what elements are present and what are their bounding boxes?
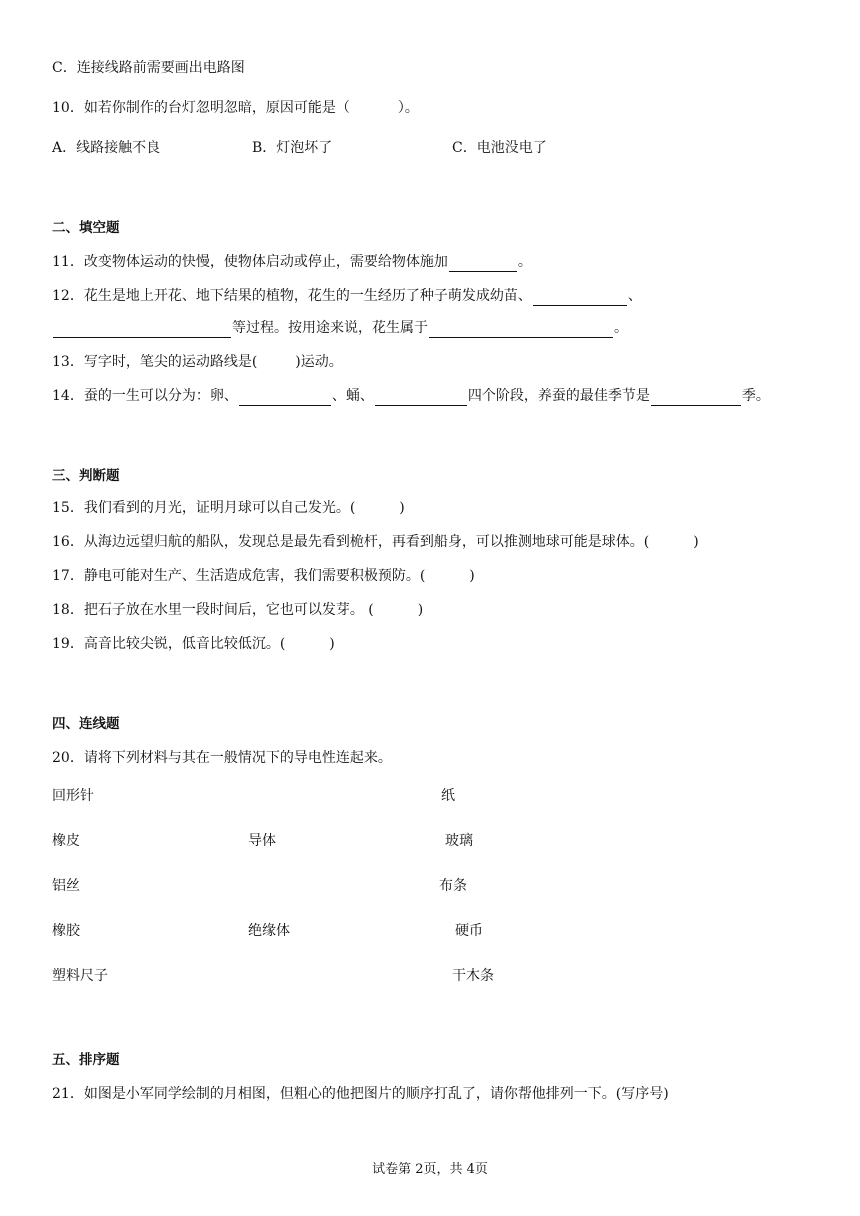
q12-blank-3[interactable] — [429, 322, 613, 338]
material-item[interactable]: 纸 — [441, 788, 455, 804]
q10-text: 10．如若你制作的台灯忽明忽暗，原因可能是（ — [52, 100, 350, 116]
q10-option-b: B．灯泡坏了 — [252, 140, 333, 156]
q12-line1 — [52, 286, 642, 306]
q14-blank-2[interactable] — [375, 390, 467, 406]
q18-question — [52, 600, 423, 620]
section-title-ordering: 五、排序题 — [52, 1052, 120, 1068]
page-footer: 试卷第 2页，共 4页 — [372, 1162, 488, 1177]
q12-end: 。 — [614, 320, 628, 336]
q12-text-2: 等过程。按用途来说，花生属于 — [232, 320, 428, 336]
q12-blank-1[interactable] — [533, 290, 627, 306]
q11-blank[interactable] — [449, 256, 517, 272]
q14-text-1: 14．蚕的一生可以分为：卵、 — [52, 388, 238, 404]
q14-blank-1[interactable] — [239, 390, 331, 406]
q11-question — [52, 252, 532, 272]
q12-blank-2[interactable] — [53, 322, 231, 338]
material-item[interactable]: 橡皮 — [52, 833, 80, 849]
section-title-matching: 四、连线题 — [52, 716, 120, 732]
q19-question — [52, 634, 335, 654]
q14-question — [52, 386, 770, 406]
q16-close: ) — [693, 534, 699, 550]
q10-close: ）。 — [397, 100, 419, 116]
q10-option-a: A．线路接触不良 — [52, 140, 161, 156]
q14-blank-3[interactable] — [651, 390, 741, 406]
material-item[interactable]: 橡胶 — [52, 923, 80, 939]
conductivity-conductor[interactable]: 导体 — [248, 833, 276, 849]
q12-text-1: 12．花生是地上开花、地下结果的植物，花生的一生经历了种子萌发成幼苗、 — [52, 288, 532, 304]
q16-text: 16．从海边远望归航的船队，发现总是最先看到桅杆，再看到船身，可以推测地球可能是球体。( — [52, 534, 650, 550]
q13-question — [52, 352, 343, 372]
q12-line2 — [52, 318, 628, 338]
q15-text: 15．我们看到的月光，证明月球可以自己发光。( — [52, 500, 356, 516]
material-item[interactable]: 布条 — [439, 878, 467, 894]
material-item[interactable]: 硬币 — [455, 923, 483, 939]
q19-text: 19．高音比较尖锐，低音比较低沉。( — [52, 636, 286, 652]
section-title-fill-blank: 二、填空题 — [52, 220, 120, 236]
material-item[interactable]: 塑料尺子 — [52, 968, 108, 984]
q19-close: ) — [329, 636, 335, 652]
q11-end: 。 — [517, 254, 532, 270]
material-item[interactable]: 铝丝 — [52, 878, 80, 894]
q12-sep: 、 — [627, 288, 642, 304]
conductivity-insulator[interactable]: 绝缘体 — [248, 923, 290, 939]
material-item[interactable]: 回形针 — [52, 788, 94, 804]
q17-question — [52, 566, 475, 586]
material-item[interactable]: 玻璃 — [445, 833, 473, 849]
q21-question: 21．如图是小军同学绘制的月相图，但粗心的他把图片的顺序打乱了，请你帮他排列一下。(写序号) — [52, 1086, 669, 1102]
q14-text-3: 四个阶段，养蚕的最佳季节是 — [467, 388, 650, 404]
q13-text: 13．写字时，笔尖的运动路线是( — [52, 354, 258, 370]
q15-question — [52, 498, 405, 518]
q17-text: 17．静电可能对生产、生活造成危害，我们需要积极预防。( — [52, 568, 426, 584]
q14-text-4: 季。 — [741, 388, 770, 404]
q9-option-c: C．连接线路前需要画出电路图 — [52, 60, 245, 76]
section-title-judgement: 三、判断题 — [52, 468, 120, 484]
q14-text-2: 、蛹、 — [331, 388, 374, 404]
q13-end: )运动。 — [295, 354, 343, 370]
material-item[interactable]: 干木条 — [452, 968, 494, 984]
q18-text: 18．把石子放在水里一段时间后，它也可以发芽。 ( — [52, 602, 374, 618]
q11-text: 11．改变物体运动的快慢，使物体启动或停止，需要给物体施加 — [52, 254, 448, 270]
q18-close: ) — [417, 602, 424, 618]
q10-question — [52, 98, 419, 118]
q17-close: ) — [469, 568, 475, 584]
q15-close: ) — [399, 500, 405, 516]
q16-question — [52, 532, 699, 552]
q10-option-c: C．电池没电了 — [452, 140, 547, 156]
q20-question: 20．请将下列材料与其在一般情况下的导电性连起来。 — [52, 750, 392, 766]
